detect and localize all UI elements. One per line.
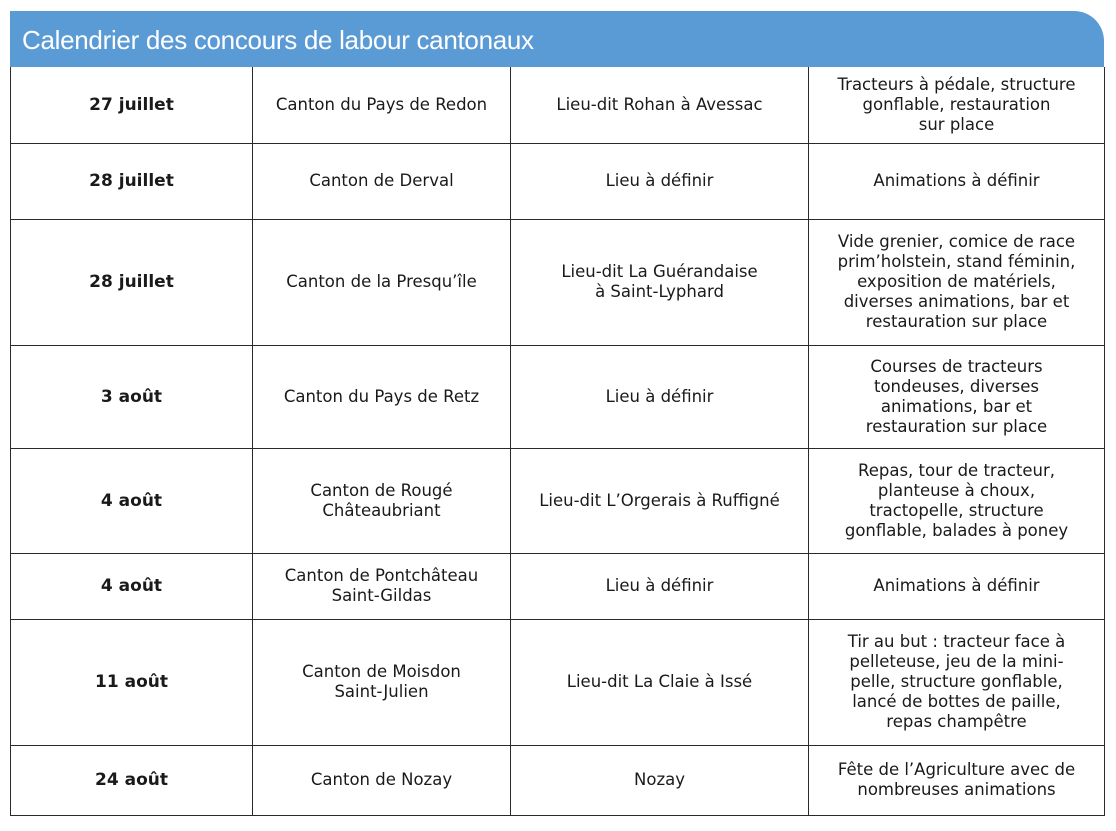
- canton-cell: Canton de Pontchâteau Saint-Gildas: [253, 553, 511, 619]
- table-row: [11, 345, 1105, 448]
- calendar-table: [10, 67, 1105, 816]
- location-cell: Lieu-dit La Guérandaise à Saint-Lyphard: [511, 219, 809, 345]
- date-cell: 4 août: [11, 553, 253, 619]
- table-row: [11, 67, 1105, 143]
- location-cell: Lieu-dit Rohan à Avessac: [511, 67, 809, 143]
- table-row: [11, 448, 1105, 553]
- location-cell: Lieu à définir: [511, 345, 809, 448]
- table-row: [11, 745, 1105, 815]
- activities-cell: Animations à définir: [809, 143, 1105, 219]
- date-cell: 28 juillet: [11, 219, 253, 345]
- canton-cell: Canton du Pays de Redon: [253, 67, 511, 143]
- location-cell: Lieu à définir: [511, 553, 809, 619]
- date-cell: 27 juillet: [11, 67, 253, 143]
- date-cell: 11 août: [11, 619, 253, 745]
- activities-cell: Vide grenier, comice de race prim’holstein, stand féminin, exposition de matériels, diverses animations, bar et restauration sur place: [809, 219, 1105, 345]
- activities-cell: Fête de l’Agriculture avec de nombreuses animations: [809, 745, 1105, 815]
- canton-cell: Canton de Nozay: [253, 745, 511, 815]
- date-cell: 4 août: [11, 448, 253, 553]
- location-cell: Nozay: [511, 745, 809, 815]
- canton-cell: Canton de Rougé Châteaubriant: [253, 448, 511, 553]
- activities-cell: Animations à définir: [809, 553, 1105, 619]
- activities-cell: Tir au but : tracteur face à pelleteuse, jeu de la mini- pelle, structure gonflable, lancé de bottes de paille, repas champêtre: [809, 619, 1105, 745]
- activities-cell: Tracteurs à pédale, structure gonflable, restauration sur place: [809, 67, 1105, 143]
- canton-cell: Canton de la Presqu’île: [253, 219, 511, 345]
- activities-cell: Repas, tour de tracteur, planteuse à choux, tractopelle, structure gonflable, balades à poney: [809, 448, 1105, 553]
- table-row: [11, 219, 1105, 345]
- date-cell: 3 août: [11, 345, 253, 448]
- table-row: [11, 619, 1105, 745]
- date-cell: 24 août: [11, 745, 253, 815]
- activities-cell: Courses de tracteurs tondeuses, diverses animations, bar et restauration sur place: [809, 345, 1105, 448]
- table-row: [11, 553, 1105, 619]
- location-cell: Lieu à définir: [511, 143, 809, 219]
- canton-cell: Canton du Pays de Retz: [253, 345, 511, 448]
- location-cell: Lieu-dit L’Orgerais à Ruffigné: [511, 448, 809, 553]
- date-cell: 28 juillet: [11, 143, 253, 219]
- location-cell: Lieu-dit La Claie à Issé: [511, 619, 809, 745]
- canton-cell: Canton de Moisdon Saint-Julien: [253, 619, 511, 745]
- calendar-panel: [10, 11, 1104, 816]
- calendar-title: Calendrier des concours de labour cantonaux: [10, 11, 1104, 67]
- table-row: [11, 143, 1105, 219]
- canton-cell: Canton de Derval: [253, 143, 511, 219]
